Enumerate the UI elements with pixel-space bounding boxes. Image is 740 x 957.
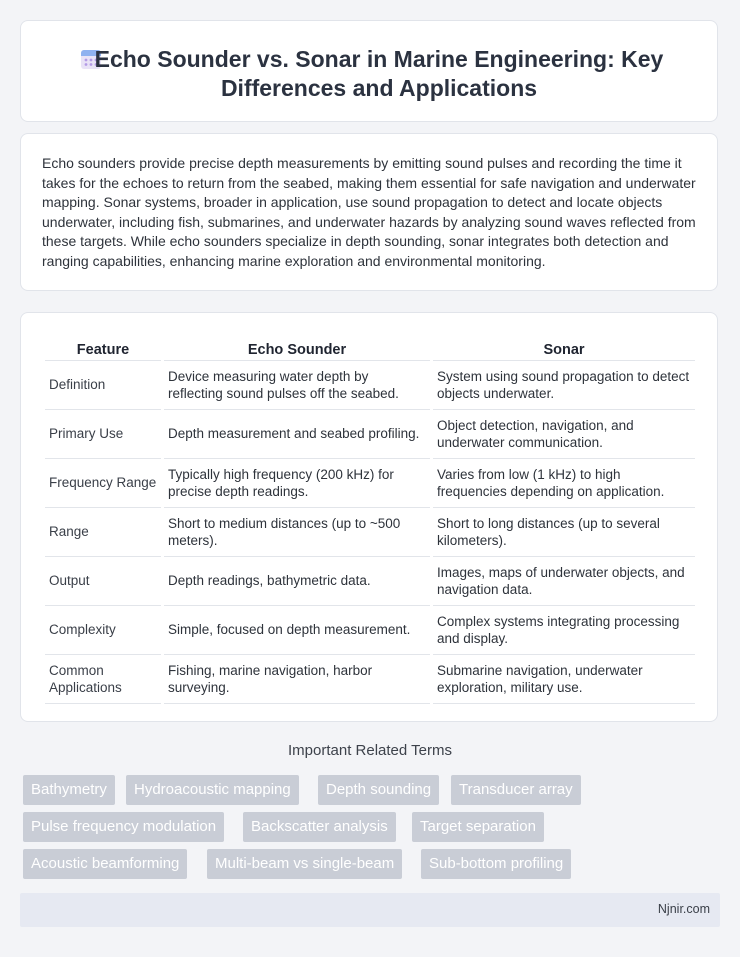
row-sonar: System using sound propagation to detect objects underwater.: [433, 361, 695, 410]
row-feature: Range: [45, 508, 161, 557]
row-feature: Output: [45, 557, 161, 606]
term-tag[interactable]: Sub-bottom profiling: [421, 849, 571, 879]
row-feature: Frequency Range: [45, 459, 161, 508]
related-terms-title: Important Related Terms: [288, 742, 452, 759]
term-tag[interactable]: Pulse frequency modulation: [23, 812, 224, 842]
row-feature: Definition: [45, 361, 161, 410]
row-echo-sounder: Simple, focused on depth measurement.: [164, 606, 430, 655]
row-sonar: Complex systems integrating processing and display.: [433, 606, 695, 655]
table-row: [45, 557, 695, 606]
header-echo-sounder: Echo Sounder: [164, 333, 430, 361]
table-row: [45, 508, 695, 557]
table-row: [45, 655, 695, 704]
row-feature: Complexity: [45, 606, 161, 655]
row-echo-sounder: Fishing, marine navigation, harbor surveying.: [164, 655, 430, 704]
header-sonar: Sonar: [433, 333, 695, 361]
term-tag[interactable]: Acoustic beamforming: [23, 849, 187, 879]
row-sonar: Submarine navigation, underwater exploration, military use.: [433, 655, 695, 704]
header-feature: Feature: [45, 333, 161, 361]
term-tag[interactable]: Depth sounding: [318, 775, 439, 805]
row-echo-sounder: Depth measurement and seabed profiling.: [164, 410, 430, 459]
term-tag[interactable]: Multi-beam vs single-beam: [207, 849, 402, 879]
row-feature: Common Applications: [45, 655, 161, 704]
term-tag[interactable]: Bathymetry: [23, 775, 115, 805]
row-sonar: Short to long distances (up to several kilometers).: [433, 508, 695, 557]
row-echo-sounder: Device measuring water depth by reflecting sound pulses off the seabed.: [164, 361, 430, 410]
intro-card: [20, 133, 718, 291]
title-card: [20, 20, 718, 122]
term-tag[interactable]: Backscatter analysis: [243, 812, 396, 842]
row-feature: Primary Use: [45, 410, 161, 459]
row-echo-sounder: Depth readings, bathymetric data.: [164, 557, 430, 606]
comparison-table-card: [20, 312, 718, 722]
row-echo-sounder: Short to medium distances (up to ~500 meters).: [164, 508, 430, 557]
footer-site[interactable]: Njnir.com: [657, 902, 710, 916]
row-sonar: Object detection, navigation, and underwater communication.: [433, 410, 695, 459]
term-tag[interactable]: Transducer array: [451, 775, 581, 805]
term-tag[interactable]: Target separation: [412, 812, 544, 842]
row-sonar: Varies from low (1 kHz) to high frequencies depending on application.: [433, 459, 695, 508]
table-header-row: [45, 333, 695, 361]
footer: [20, 893, 720, 927]
table-row: [45, 361, 695, 410]
table-row: [45, 410, 695, 459]
term-tag[interactable]: Hydroacoustic mapping: [126, 775, 299, 805]
table-row: [45, 606, 695, 655]
page-title: Echo Sounder vs. Sonar in Marine Engineering: Key Differences and Applications: [94, 46, 664, 101]
row-sonar: Images, maps of underwater objects, and navigation data.: [433, 557, 695, 606]
table-row: [45, 459, 695, 508]
intro-paragraph: Echo sounders provide precise depth measurements by emitting sound pulses and recording the time it takes for the echoes to return from the seabed, making them essential for safe navigation and underwater mapping. Sonar systems, broader in application, use sound propagation to detect and locate objects underwater, including fish, submarines, and underwater hazards by analyzing sound waves reflected from these targets. While echo sounders specialize in depth sounding, sonar integrates both detection and ranging capabilities, enhancing marine exploration and environmental monitoring.: [42, 155, 696, 269]
row-echo-sounder: Typically high frequency (200 kHz) for precise depth readings.: [164, 459, 430, 508]
comparison-table: [42, 333, 698, 704]
